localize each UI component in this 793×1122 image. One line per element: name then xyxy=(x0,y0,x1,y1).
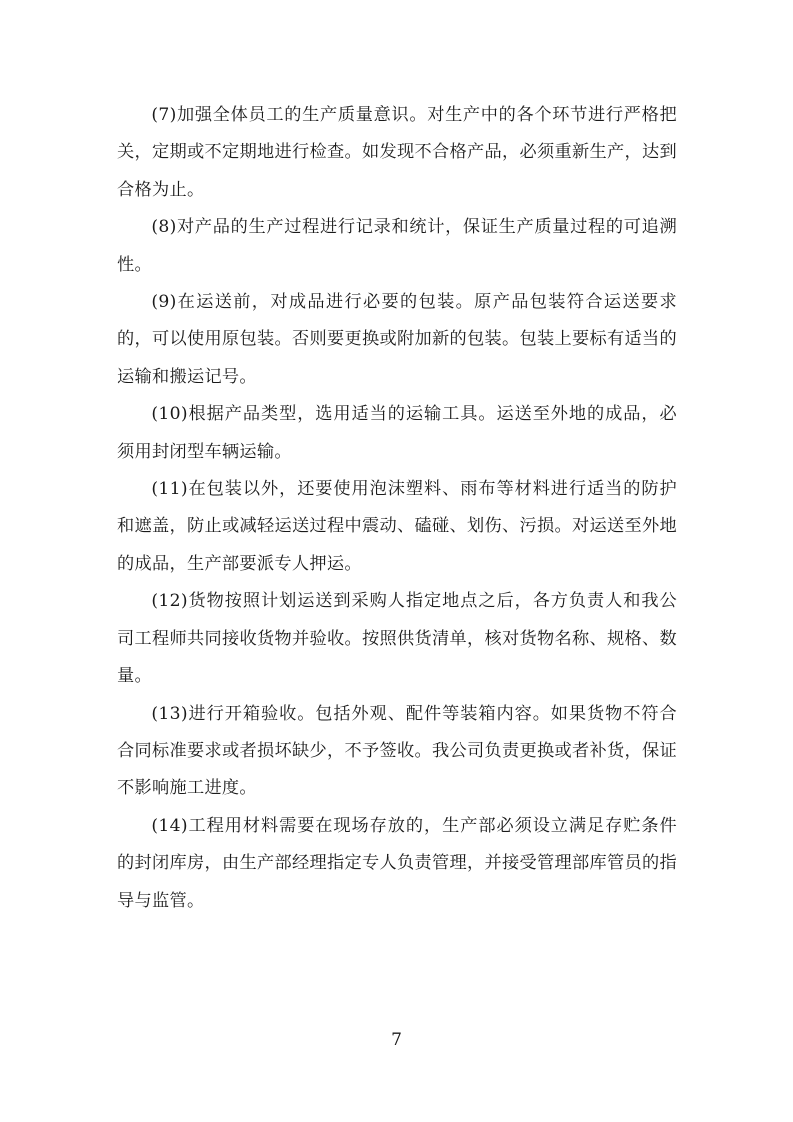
page-number: 7 xyxy=(391,1030,402,1050)
paragraph-13: (13)进行开箱验收。包括外观、配件等装箱内容。如果货物不符合合同标准要求或者损坏缺少，不予签收。我公司负责更换或者补货，保证不影响施工进度。 xyxy=(117,703,677,799)
paragraph-8: (8)对产品的生产过程进行记录和统计，保证生产质量过程的可追溯性。 xyxy=(117,217,677,275)
paragraph-11: (11)在包装以外，还要使用泡沫塑料、雨布等材料进行适当的防护和遮盖，防止或减轻运送过程中震动、磕碰、划伤、污损。对运送至外地的成品，生产部要派专人押运。 xyxy=(117,479,677,574)
body-text xyxy=(117,97,677,920)
paragraph-10: (10)根据产品类型，选用适当的运输工具。运送至外地的成品，必须用封闭型车辆运输。 xyxy=(117,404,677,462)
paragraph-14: (14)工程用材料需要在现场存放的，生产部必须设立满足存贮条件的封闭库房，由生产部经理指定专人负责管理，并接受管理部库管员的指导与监管。 xyxy=(117,815,677,911)
paragraph-7: (7)加强全体员工的生产质量意识。对生产中的各个环节进行严格把关，定期或不定期地进行检查。如发现不合格产品，必须重新生产，达到合格为止。 xyxy=(117,105,677,200)
paragraph-9: (9)在运送前，对成品进行必要的包装。原产品包装符合运送要求的，可以使用原包装。否则要更换或附加新的包装。包装上要标有适当的运输和搬运记号。 xyxy=(117,292,677,387)
paragraph-12: (12)货物按照计划运送到采购人指定地点之后，各方负责人和我公司工程师共同接收货物并验收。按照供货清单，核对货物名称、规格、数量。 xyxy=(117,591,677,687)
